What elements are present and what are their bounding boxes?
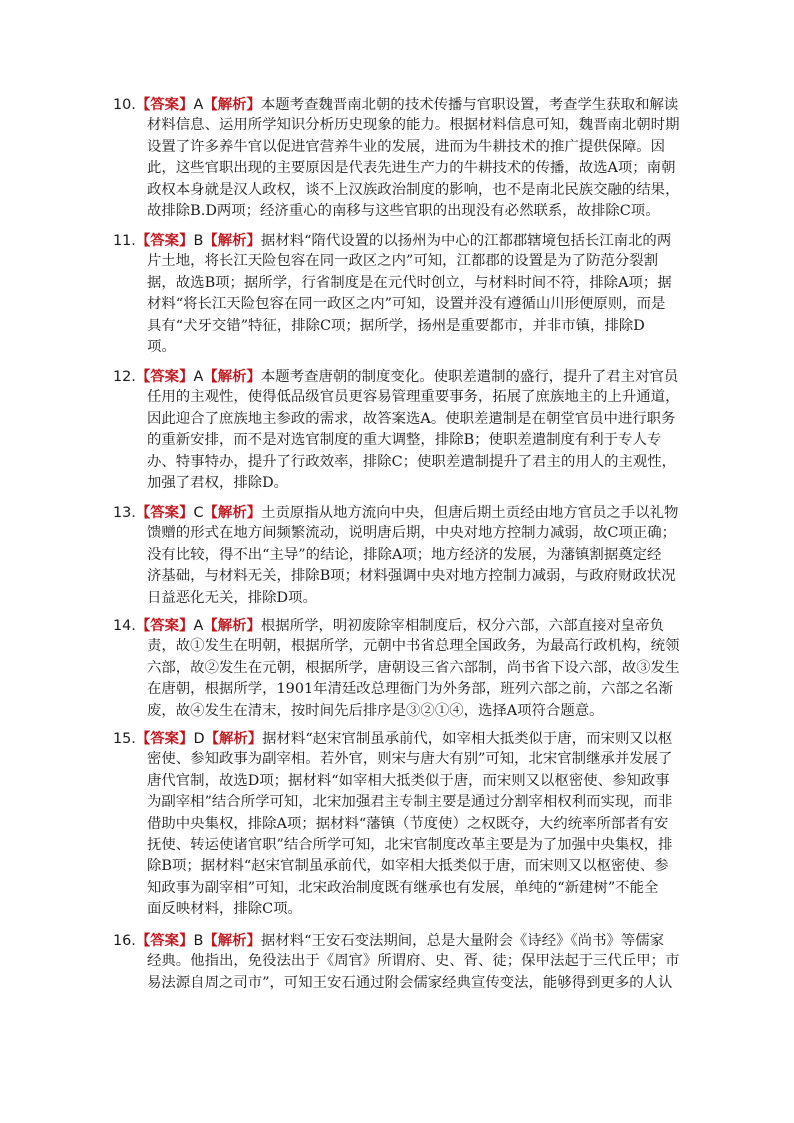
answer-label: 【答案】 xyxy=(135,232,194,249)
item-first-line xyxy=(113,502,688,523)
question-number: 13. xyxy=(113,505,136,521)
analysis-text: 项。 xyxy=(147,338,176,355)
analysis-text: 抚使、转运使诸官职”结合所学可知，北宋官制度改革主要是为了加强中央集权，排 xyxy=(147,836,673,853)
item-first-line xyxy=(113,366,688,387)
answer-letter: B xyxy=(193,933,204,949)
answer-item-16 xyxy=(113,930,688,994)
answer-letter: B xyxy=(193,233,204,249)
question-number: 12. xyxy=(113,369,136,385)
answer-label: 【答案】 xyxy=(135,368,194,385)
analysis-text: 面反映材料，排除C项。 xyxy=(147,901,302,918)
analysis-text: 唐代官制，故选D项；据材料“如宰相大抵类似于唐，而宋则又以枢密使、参知政事 xyxy=(147,772,670,789)
analysis-text: 政权本身就是汉人政权，谈不上汉族政治制度的影响，也不是南北民族交融的结果， xyxy=(147,181,680,198)
answer-letter: A xyxy=(193,97,204,113)
analysis-text: 废，故④发生在清末，按时间先后排序是③②①④，选择A项符合题意。 xyxy=(147,702,604,719)
answer-item-13 xyxy=(113,502,688,609)
analysis-text: 片土地，将长江天险包容在同一政区之内”可知，江都郡的设置是为了防范分裂割 xyxy=(147,253,659,270)
answer-item-12 xyxy=(113,366,688,494)
answer-label: 【答案】 xyxy=(135,932,194,949)
analysis-text: 据材料“隋代设置的以扬州为中心的江都郡辖境包括长江南北的两 xyxy=(260,233,672,249)
answer-label: 【答案】 xyxy=(135,730,194,747)
answer-letter: C xyxy=(193,505,204,521)
analysis-label: 【解析】 xyxy=(204,730,263,747)
answer-item-11 xyxy=(113,230,688,358)
answer-label: 【答案】 xyxy=(135,617,194,634)
analysis-text: 日益恶化无关，排除D项。 xyxy=(147,589,317,606)
analysis-text: 因此迎合了庶族地主参政的需求，故答案选A。使职差遣制是在朝堂官员中进行职务 xyxy=(147,410,676,427)
analysis-text: 土贡原指从地方流向中央，但唐后期土贡经由地方官员之手以礼物 xyxy=(261,505,679,521)
analysis-label: 【解析】 xyxy=(203,617,261,634)
analysis-text: 任用的主观性，使得低品级官员更容易管理重要事务，拓展了庶族地主的上升通道， xyxy=(147,389,680,406)
analysis-text: 没有比较，得不出“主导”的结论，排除A项；地方经济的发展，为藩镇割据奠定经 xyxy=(147,546,662,563)
item-first-line xyxy=(113,94,688,115)
analysis-text: 据材料“王安石变法期间，总是大量附会《诗经》《尚书》等儒家 xyxy=(260,933,665,949)
analysis-text: 故排除B.D两项；经济重心的南移与这些官职的出现没有必然联系，故排除C项。 xyxy=(147,202,660,219)
question-number: 14. xyxy=(113,618,136,634)
analysis-text: 经典。他指出，免役法出于《周官》所谓府、史、胥、徒；保甲法起于三代丘甲；市 xyxy=(147,953,680,970)
analysis-text: 根据所学，明初废除宰相制度后，权分六部，六部直接对皇帝负 xyxy=(260,618,664,634)
analysis-text: 借助中央集权，排除A项；据材料“藩镇（节度使）之权既夺，大约统率所部者有安 xyxy=(147,815,669,832)
analysis-text: 材料“将长江天险包容在同一政区之内”可知，设置并没有遵循山川形便原则，而是 xyxy=(147,296,666,313)
question-number: 10. xyxy=(113,97,136,113)
analysis-label: 【解析】 xyxy=(203,368,261,385)
analysis-text: 济基础，与材料无关，排除B项；材料强调中央对地方控制力减弱，与政府财政状况 xyxy=(147,568,676,585)
answer-letter: A xyxy=(193,369,204,385)
analysis-text: 据材料“赵宋官制虽承前代，如宰相大抵类似于唐，而宋则又以枢 xyxy=(262,731,673,747)
analysis-text: 馈赠的形式在地方间频繁流动，说明唐后期，中央对地方控制力减弱，故C项正确； xyxy=(147,525,677,542)
analysis-label: 【解析】 xyxy=(203,504,262,521)
item-first-line xyxy=(113,230,688,251)
answer-item-10 xyxy=(113,94,688,222)
analysis-text: 六部，故②发生在元朝，根据所学，唐朝设三省六部制，尚书省下设六部，故③发生 xyxy=(147,659,680,676)
analysis-text: 据，故选B项；据所学，行省制度是在元代时创立，与材料时间不符，排除A项；据 xyxy=(147,274,672,291)
analysis-text: 本题考查魏晋南北朝的技术传播与官职设置，考查学生获取和解读 xyxy=(260,97,679,113)
answer-label: 【答案】 xyxy=(135,504,194,521)
analysis-label: 【解析】 xyxy=(203,232,261,249)
answer-label: 【答案】 xyxy=(135,96,194,113)
analysis-text: 材料信息、运用所学知识分析历史现象的能力。根据材料信息可知，魏晋南北朝时期 xyxy=(147,117,680,134)
analysis-text: 设置了许多养牛官以促进官营养牛业的发展，进而为牛耕技术的推广提供保障。因 xyxy=(147,138,666,155)
analysis-text: 易法源自周之司市”，可知王安石通过附会儒家经典宣传变法，能够得到更多的人认 xyxy=(147,974,673,991)
question-number: 15. xyxy=(113,731,136,747)
item-first-line xyxy=(113,615,688,636)
item-first-line xyxy=(113,728,688,749)
answer-letter: A xyxy=(193,618,204,634)
analysis-text: 在唐朝，根据所学，1901年清廷改总理衙门为外务部，班列六部之前，六部之名渐 xyxy=(147,681,673,698)
question-number: 16. xyxy=(113,933,136,949)
analysis-text: 为副宰相”结合所学可知，北宋加强君主专制主要是通过分割宰相权利而实现，而非 xyxy=(147,794,673,811)
analysis-text: 本题考查唐朝的制度变化。使职差遣制的盛行，提升了君主对官员 xyxy=(260,369,679,385)
question-number: 11. xyxy=(113,233,136,249)
analysis-text: 责，故①发生在明朝，根据所学，元朝中书省总理全国政务，为最高行政机构，统领 xyxy=(147,638,680,655)
analysis-text: 知政事为副宰相”可知，北宋政治制度既有继承也有发展，单纯的“新建树”不能全 xyxy=(147,879,659,896)
analysis-text: 加强了君权，排除D。 xyxy=(147,474,289,491)
analysis-text: 具有“犬牙交错”特征，排除C项；据所学，扬州是重要都市，并非市镇，排除D xyxy=(147,317,645,334)
analysis-label: 【解析】 xyxy=(203,932,261,949)
answer-item-14 xyxy=(113,615,688,722)
analysis-text: 密使、参知政事为副宰相。若外官，则宋与唐大有别”可知，北宋官制继承并发展了 xyxy=(147,751,673,768)
answer-letter: D xyxy=(193,731,205,747)
analysis-text: 的重新安排，而不是对选官制度的重大调整，排除B；使职差遣制度有利于专人专 xyxy=(147,432,662,449)
item-first-line xyxy=(113,930,688,951)
answer-item-15 xyxy=(113,728,688,921)
analysis-text: 此，这些官职出现的主要原因是代表先进生产力的牛耕技术的传播，故选A项；南朝 xyxy=(147,160,676,177)
analysis-label: 【解析】 xyxy=(203,96,261,113)
analysis-text: 除B项；据材料“赵宋官制虽承前代，如宰相大抵类似于唐，而宋则又以枢密使、参 xyxy=(147,858,669,875)
analysis-text: 办、特事特办，提升了行政效率，排除C；使职差遣制提升了君主的用人的主观性， xyxy=(147,453,677,470)
